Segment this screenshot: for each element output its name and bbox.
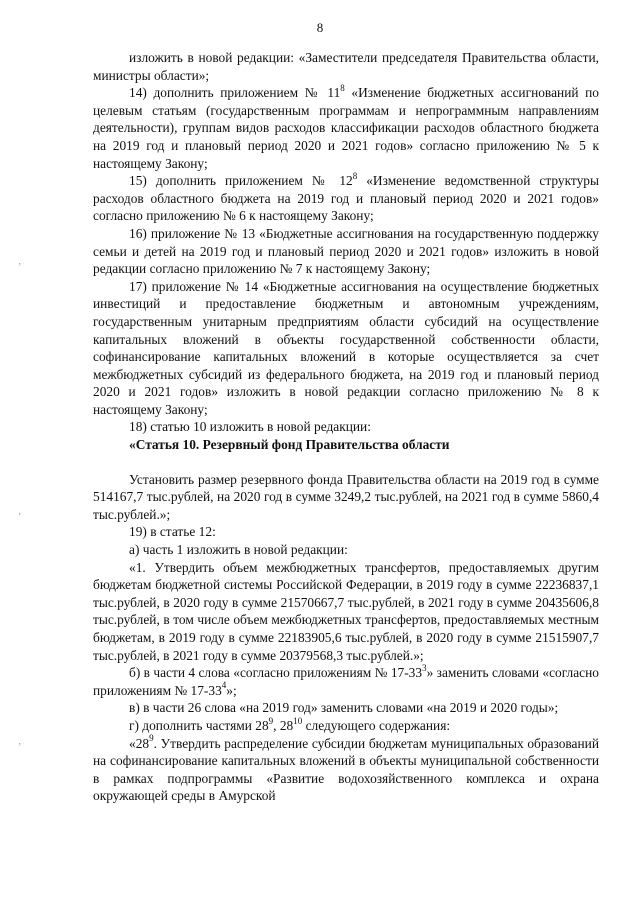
article-heading bbox=[93, 436, 599, 454]
paragraph-p10 bbox=[93, 541, 599, 559]
text-run: 17) приложение № 14 «Бюджетные ассигнования на осуществление бюджетных инвестиций и предоставление бюджетным и автономным учреждениям, государственным унитарным предприятиям области субсидий на осуществление капитальных вложений в объекты государственной собственности области, софинансирование капитальных вложений в которые осуществляется за счет межбюджетных субсидий из федерального бюджета, на 2019 год и плановый период 2020 и 2021 годов» изложить в новой редакции согласно приложению № 8 к настоящему Закону; bbox=[93, 278, 599, 417]
text-run: следующего содержания: bbox=[302, 717, 451, 733]
text-run: «Изменение бюджетных ассигнований по целевым статьям (государственным программам и непрограммным направлениям деятельности), группам видов расходов классификации расходов областного бюджета на 2019 год и плановый период 2020 и 2021 годов» согласно приложению № 5 к настоящему Закону; bbox=[93, 85, 599, 171]
text-run: Установить размер резервного фонда Правительства области на 2019 год в сумме 514167,7 тыс.рублей, на 2020 год в сумме 3249,2 тыс.рублей, на 2021 год в сумме 5860,4 тыс.рублей.»; bbox=[93, 471, 599, 522]
page-number: 8 bbox=[316, 20, 324, 35]
document-body bbox=[93, 49, 599, 805]
margin-mark: ʼ bbox=[18, 742, 22, 753]
paragraph-p12 bbox=[93, 664, 599, 699]
text-run: 15) дополнить приложением № 12 bbox=[129, 173, 353, 189]
text-run: 19) в статье 12: bbox=[129, 524, 216, 540]
paragraph-p13 bbox=[93, 699, 599, 717]
paragraph-p4 bbox=[93, 225, 599, 278]
text-run: изложить в новой редакции: «Заместители председателя Правительства области, министры области»; bbox=[93, 50, 599, 83]
text-run: «Статья 10. Резервный фонд Правительства области bbox=[129, 437, 450, 453]
paragraph-p6 bbox=[93, 418, 599, 436]
text-run: , 28 bbox=[273, 717, 294, 733]
superscript: 8 bbox=[352, 170, 358, 181]
superscript: 9 bbox=[149, 733, 154, 744]
text-run: . Утвердить распределение субсидии бюджетам муниципальных образований на софинансирование капитальных вложений в объекты муниципальной собственности в рамках подпрограммы «Развитие водохозяйственного комплекса и охрана окружающей среды в Амурской bbox=[93, 735, 599, 804]
text-run: «28 bbox=[129, 735, 150, 751]
text-run: » заменить словами «согласно приложениям № 17-33 bbox=[93, 665, 599, 698]
margin-mark: ʼ bbox=[18, 262, 22, 273]
text-run: 14) дополнить приложением № 11 bbox=[129, 85, 341, 101]
paragraph-p2 bbox=[93, 84, 599, 172]
superscript: 8 bbox=[340, 82, 345, 93]
superscript: 3 bbox=[422, 662, 427, 673]
paragraph-p3 bbox=[93, 172, 599, 225]
text-run: »; bbox=[226, 682, 237, 698]
text-run: «1. Утвердить объем межбюджетных трансфертов, предоставляемых другим бюджетам бюджетной системы Российской Федерации, в 2019 году в сумме 22236837,1 тыс.рублей, в 2020 году в сумме 21570667,7 тыс.рублей, в 2021 году в сумме 20435606,8 тыс.рублей, в том числе объем межбюджетных трансфертов, предоставляемых местным бюджетам, в 2019 году в сумме 22183905,6 тыс.рублей, в 2020 году в сумме 21515907,7 тыс.рублей, в 2021 году в сумме 20379568,3 тыс.рублей.»; bbox=[93, 559, 599, 663]
text-run: а) часть 1 изложить в новой редакции: bbox=[129, 542, 348, 558]
margin-mark: ʼ bbox=[18, 512, 22, 523]
text-run: «Изменение ведомственной структуры расходов областного бюджета на 2019 год и плановый период 2020 и 2021 годов» согласно приложению № 6 к настоящему Закону; bbox=[93, 173, 599, 224]
paragraph-p14 bbox=[93, 717, 599, 735]
paragraph-p1 bbox=[93, 49, 599, 84]
text-run: г) дополнить частями 28 bbox=[129, 717, 269, 733]
paragraph-p5 bbox=[93, 278, 599, 419]
text-run: 16) приложение № 13 «Бюджетные ассигнования на государственную поддержку семьи и детей на 2019 год и плановый период 2020 и 2021 годов» изложить в новой редакции согласно приложению № 7 к настоящему Закону; bbox=[93, 225, 599, 277]
paragraph-p9 bbox=[93, 523, 599, 541]
superscript: 4 bbox=[221, 680, 227, 691]
text-run: в) в части 26 слова «на 2019 год» заменить словами «на 2019 и 2020 годы»; bbox=[129, 700, 559, 716]
paragraph-p15 bbox=[93, 735, 599, 805]
superscript: 10 bbox=[293, 715, 303, 726]
paragraph-p8 bbox=[93, 471, 599, 524]
paragraph-p11 bbox=[93, 559, 599, 665]
text-run: 18) статью 10 изложить в новой редакции: bbox=[129, 419, 371, 435]
superscript: 9 bbox=[268, 715, 274, 726]
text-run: б) в части 4 слова «согласно приложениям № 17-33 bbox=[129, 665, 423, 681]
